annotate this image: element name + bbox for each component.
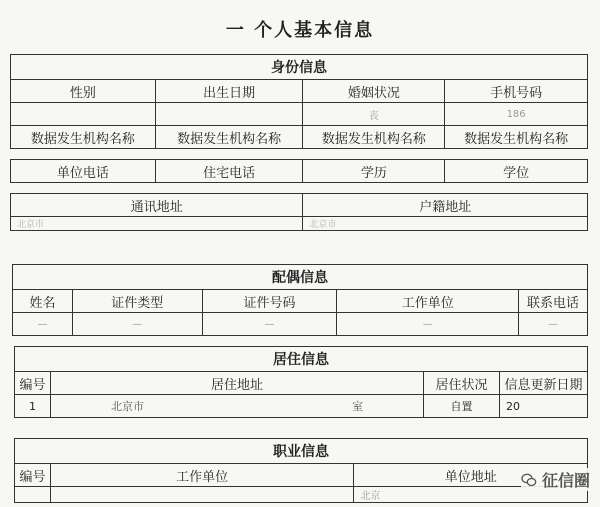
- household-address-value: 北京市: [303, 217, 588, 231]
- gender-value: [11, 103, 156, 126]
- org-name-header-4: 数据发生机构名称: [445, 126, 588, 149]
- occupation-employer-header: 工作单位: [50, 464, 353, 487]
- org-name-header-3: 数据发生机构名称: [303, 126, 445, 149]
- gender-header: 性别: [11, 80, 156, 103]
- residence-section-title: 居住信息: [15, 347, 588, 372]
- occupation-employer-value: [50, 487, 353, 503]
- spouse-id-number-header: 证件号码: [202, 290, 337, 313]
- residence-update-date-header: 信息更新日期: [500, 372, 588, 395]
- spouse-name-header: 姓名: [13, 290, 73, 313]
- spouse-employer-header: 工作单位: [337, 290, 519, 313]
- residence-update-date-value: 20: [500, 395, 588, 418]
- occupation-no-value: [15, 487, 51, 503]
- marital-status-header: 婚姻状况: [303, 80, 445, 103]
- residence-address-value: 北京市: [50, 395, 250, 418]
- residence-no-header: 编号: [15, 372, 51, 395]
- occupation-table: [14, 438, 588, 503]
- page-title: 一 个人基本信息: [225, 20, 375, 41]
- work-phone-header: 单位电话: [11, 160, 156, 183]
- birthdate-header: 出生日期: [155, 80, 303, 103]
- wechat-icon: [521, 472, 537, 488]
- mobile-value: 186: [445, 103, 588, 126]
- org-name-header-2: 数据发生机构名称: [155, 126, 303, 149]
- row-gap: [11, 149, 588, 160]
- watermark-text: 征信圈: [541, 471, 590, 490]
- spouse-employer-value: —: [337, 313, 519, 336]
- home-phone-header: 住宅电话: [155, 160, 303, 183]
- residence-address-header: 居住地址: [50, 372, 423, 395]
- education-header: 学历: [303, 160, 445, 183]
- spouse-id-type-header: 证件类型: [72, 290, 202, 313]
- org-name-header-1: 数据发生机构名称: [11, 126, 156, 149]
- residence-table: [14, 346, 588, 418]
- spouse-phone-header: 联系电话: [519, 290, 588, 313]
- degree-header: 学位: [445, 160, 588, 183]
- spouse-table: [12, 264, 588, 336]
- identity-table: [10, 54, 588, 231]
- spouse-id-type-value: —: [72, 313, 202, 336]
- occupation-section-title: 职业信息: [15, 439, 588, 464]
- residence-no-value: 1: [15, 395, 51, 418]
- mailing-address-header: 通讯地址: [11, 194, 303, 217]
- residence-address-room: 室: [250, 395, 424, 418]
- spouse-phone-value: —: [519, 313, 588, 336]
- spouse-id-number-value: —: [202, 313, 337, 336]
- spouse-section-title: 配偶信息: [13, 265, 588, 290]
- row-gap: [11, 183, 588, 194]
- mobile-header: 手机号码: [445, 80, 588, 103]
- occupation-address-header: 单位地址: [354, 464, 588, 487]
- birthdate-value: [155, 103, 303, 126]
- occupation-no-header: 编号: [15, 464, 51, 487]
- marital-status-value: 丧: [303, 103, 445, 126]
- residence-status-value: 自置: [424, 395, 500, 418]
- mailing-address-value: 北京市: [11, 217, 303, 231]
- watermark: [521, 468, 590, 491]
- identity-section-title: 身份信息: [11, 55, 588, 80]
- spouse-name-value: —: [13, 313, 73, 336]
- occupation-address-value: 北京: [354, 487, 588, 503]
- household-address-header: 户籍地址: [303, 194, 588, 217]
- residence-status-header: 居住状况: [424, 372, 500, 395]
